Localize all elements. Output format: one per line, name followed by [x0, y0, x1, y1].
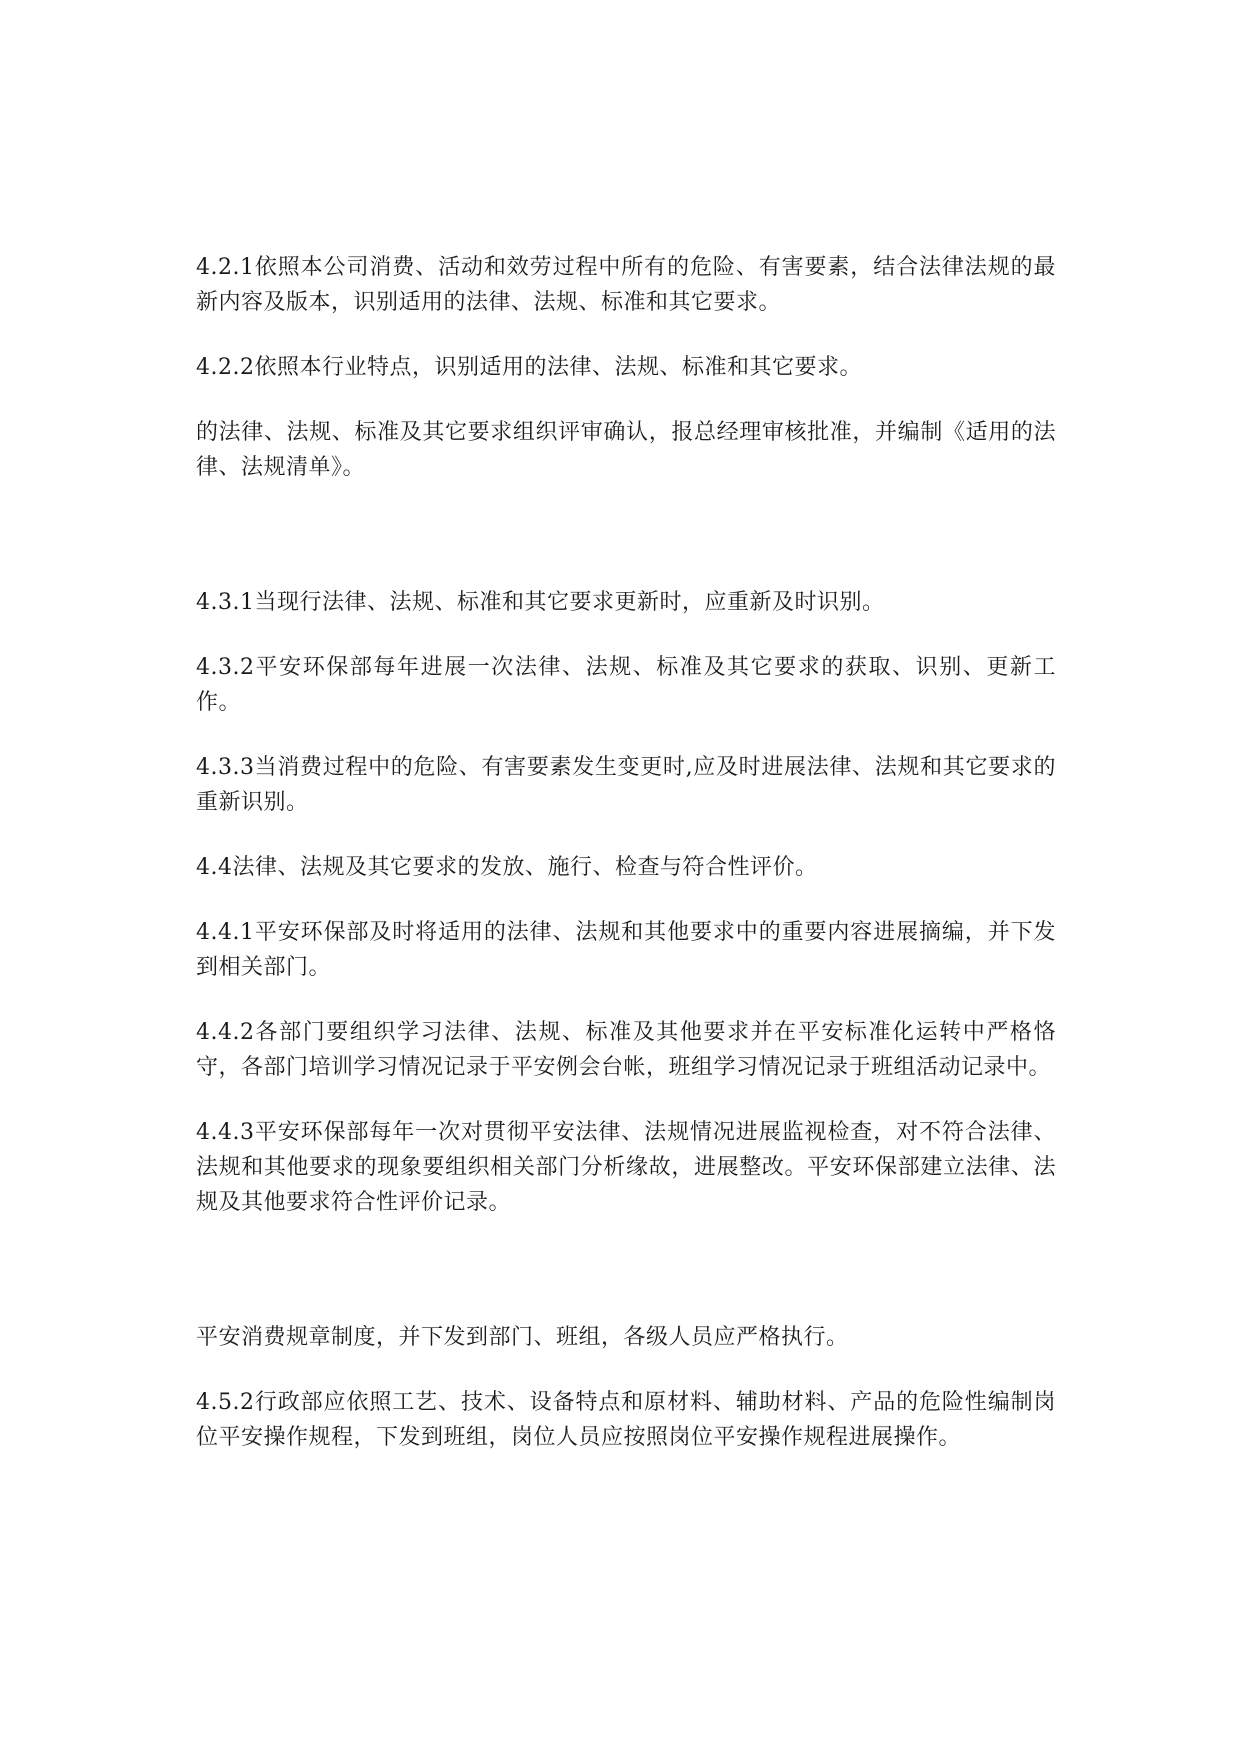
document-body — [196, 250, 1056, 1455]
paragraph-4-4-1: 4.4.1平安环保部及时将适用的法律、法规和其他要求中的重要内容进展摘编，并下发到相关部门。 — [196, 920, 1056, 980]
paragraph-safety-rules: 平安消费规章制度，并下发到部门、班组，各级人员应严格执行。 — [196, 1325, 849, 1350]
paragraph-4-3-1: 4.3.1当现行法律、法规、标准和其它要求更新时，应重新及时识别。 — [196, 590, 885, 615]
paragraph-4-2-1: 4.2.1依照本公司消费、活动和效劳过程中所有的危险、有害要素，结合法律法规的最新内容及版本，识别适用的法律、法规、标准和其它要求。 — [196, 255, 1056, 315]
paragraph-4-4-2: 4.4.2各部门要组织学习法律、法规、标准及其他要求并在平安标准化运转中严格恪守，各部门培训学习情况记录于平安例会台帐，班组学习情况记录于班组活动记录中。 — [196, 1020, 1056, 1080]
paragraph-4-4: 4.4法律、法规及其它要求的发放、施行、检查与符合性评价。 — [196, 855, 818, 880]
paragraph-review-approval: 的法律、法规、标准及其它要求组织评审确认，报总经理审核批准，并编制《适用的法律、法规清单》。 — [196, 420, 1056, 480]
paragraph-4-2-2: 4.2.2依照本行业特点，识别适用的法律、法规、标准和其它要求。 — [196, 355, 862, 380]
paragraph-4-4-3: 4.4.3平安环保部每年一次对贯彻平安法律、法规情况进展监视检查，对不符合法律、法规和其他要求的现象要组织相关部门分析缘故，进展整改。平安环保部建立法律、法规及其他要求符合性评价记录。 — [196, 1120, 1056, 1215]
paragraph-4-5-2: 4.5.2行政部应依照工艺、技术、设备特点和原材料、辅助材料、产品的危险性编制岗位平安操作规程，下发到班组，岗位人员应按照岗位平安操作规程进展操作。 — [196, 1390, 1056, 1450]
paragraph-4-3-2: 4.3.2平安环保部每年进展一次法律、法规、标准及其它要求的获取、识别、更新工作。 — [196, 655, 1056, 715]
paragraph-4-3-3: 4.3.3当消费过程中的危险、有害要素发生变更时,应及时进展法律、法规和其它要求的重新识别。 — [196, 755, 1056, 815]
